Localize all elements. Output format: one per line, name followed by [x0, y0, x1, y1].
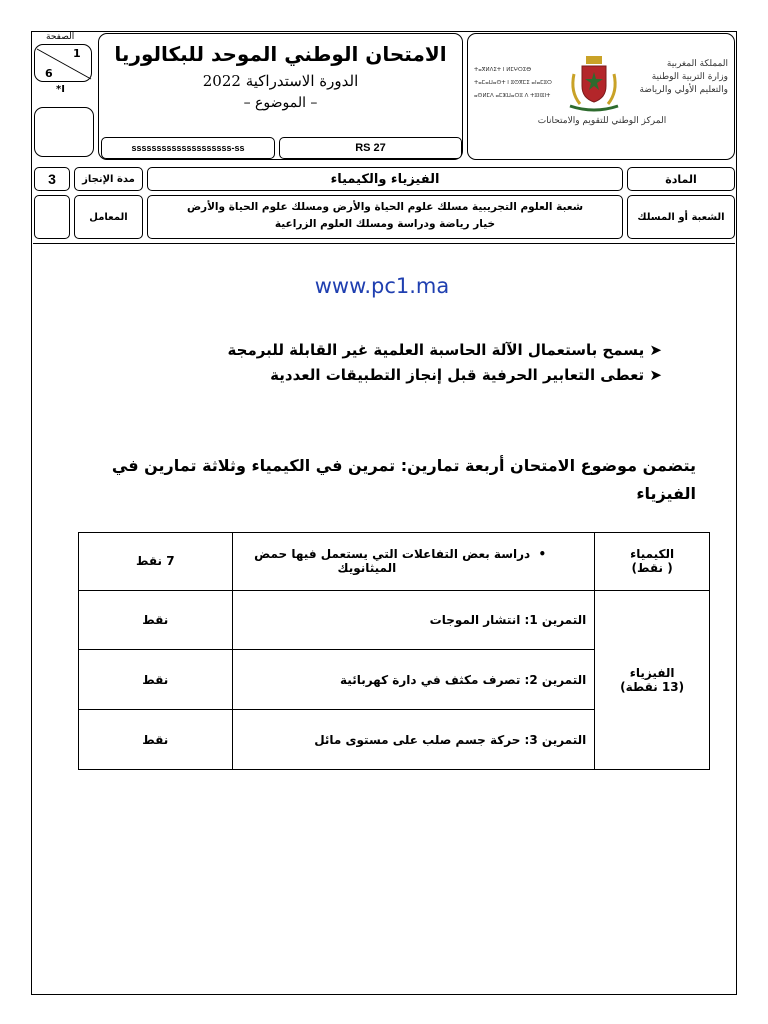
page-current: 1	[73, 47, 81, 60]
exercise-title-cell: التمرين 1: انتشار الموجات	[232, 590, 595, 650]
chemistry-topic-cell	[232, 533, 595, 591]
exam-title: الامتحان الوطني الموحد للبكالوريا	[114, 42, 447, 66]
track-label-box	[627, 195, 735, 239]
physics-label: الفيزياء	[629, 665, 675, 680]
coefficient-label-box	[74, 195, 143, 239]
bullet-icon: •	[530, 547, 547, 562]
duration-label: مدة الإنجاز	[82, 173, 135, 185]
program-table	[78, 532, 710, 770]
table-row	[79, 590, 710, 650]
exercise-points-cell: نقط	[79, 650, 233, 710]
arrow-bullet-icon: ➤	[644, 366, 662, 384]
blank-box	[34, 107, 94, 157]
duration-label-box	[74, 167, 143, 191]
subject-value-box	[147, 167, 623, 191]
instruction-item: ➤ يسمح باستعمال الآلة الحاسبة العلمية غير القابلة للبرمجة	[227, 341, 662, 359]
arrow-bullet-icon: ➤	[644, 341, 662, 359]
chemistry-topic-line-1: • دراسة بعض التفاعلات التي يستعمل فيها حمض	[254, 547, 547, 562]
chemistry-points-label: ( نقط)	[631, 561, 673, 576]
ministry-arabic	[610, 58, 728, 97]
subject-label-box	[627, 167, 735, 191]
instruction-item: ➤ تعطى التعابير الحرفية قبل إنجاز التطبيقات العددية	[270, 366, 662, 384]
exam-center-name: المركز الوطني للتقويم والامتحانات	[537, 116, 667, 126]
reference-code: ssssssssssssssssssss-ss	[131, 143, 245, 153]
ministry-box	[467, 33, 735, 160]
duration-value: 3	[48, 171, 56, 187]
page-marker: *I	[56, 84, 65, 95]
exercise-points-cell: نقط	[79, 590, 233, 650]
chemistry-label-cell	[595, 533, 710, 591]
coefficient-value-box	[34, 195, 70, 239]
chemistry-label: الكيمياء	[630, 547, 675, 562]
track-line-2: خيار رياضة ودراسة ومسلك العلوم الزراعية	[274, 218, 496, 230]
tifinagh-line-3: ⴰⵙⵍⵎⴷ ⴰⵎⵣⵡⴰⵔⵓ ⴷ ⵜⵓⵏⵏⵓⵏⵜ	[474, 93, 551, 99]
header-separator	[33, 243, 735, 244]
ministry-line-1: المملكة المغربية	[666, 59, 728, 69]
table-row	[79, 533, 710, 591]
diagonal-divider	[35, 45, 93, 83]
tifinagh-line-1: ⵜⴰⴳⵍⴷⵉⵜ ⵏ ⵍⵎⵖⵔⵉⴱ	[474, 67, 532, 73]
physics-label-cell	[595, 590, 710, 769]
reference-code-box	[101, 137, 275, 159]
physics-points-label: (13 نقطة)	[620, 679, 685, 694]
page-label: الصفحة	[46, 32, 75, 42]
intro-line-2: الفيزياء	[636, 484, 696, 503]
exam-intro	[110, 452, 696, 508]
exam-program-table	[78, 532, 710, 770]
subject-label: المادة	[665, 172, 697, 186]
ministry-line-3: والتعليم الأولي والرياضة	[639, 85, 728, 95]
exam-code-box	[279, 137, 462, 159]
coefficient-label: المعامل	[89, 211, 128, 223]
tifinagh-line-2: ⵜⴰⵎⴰⵡⴰⵙⵜ ⵏ ⵓⵙⴳⵎⵉ ⴰⵏⴰⵎⵓⵔ	[474, 80, 552, 86]
ministry-tifinagh	[474, 64, 574, 103]
subject-tag: – الموضوع –	[243, 95, 318, 111]
page-counter-box	[34, 44, 92, 82]
exercise-title-cell: التمرين 2: تصرف مكثف في دارة كهربائية	[232, 650, 595, 710]
coat-of-arms-icon	[566, 52, 622, 114]
instruction-list	[150, 338, 662, 388]
track-box	[147, 195, 623, 239]
track-line-1: شعبة العلوم التجريبية مسلك علوم الحياة والأرض ومسلك علوم الحياة والأرض	[186, 201, 584, 213]
duration-value-box	[34, 167, 70, 191]
exercise-title-cell: التمرين 3: حركة جسم صلب على مستوى مائل	[232, 710, 595, 770]
ministry-line-2: وزارة التربية الوطنية	[651, 72, 728, 82]
exercise-points-cell: نقط	[79, 710, 233, 770]
website-link[interactable]: www.pc1.ma	[314, 274, 450, 298]
chemistry-topic-line-2: الميثانويك	[337, 561, 397, 576]
page-total: 6	[45, 67, 53, 80]
page-number-block	[34, 34, 94, 100]
intro-line-1: يتضمن موضوع الامتحان أربعة تمارين: تمرين في الكيمياء وثلاثة تمارين في	[111, 456, 696, 475]
track-label: الشعبة أو المسلك	[637, 211, 725, 223]
chemistry-points-cell: 7 نقط	[79, 533, 233, 591]
subject-value: الفيزياء والكيمياء	[330, 171, 440, 187]
session-label: الدورة الاستدراكية 2022	[202, 72, 359, 90]
exam-code: RS 27	[355, 142, 386, 154]
